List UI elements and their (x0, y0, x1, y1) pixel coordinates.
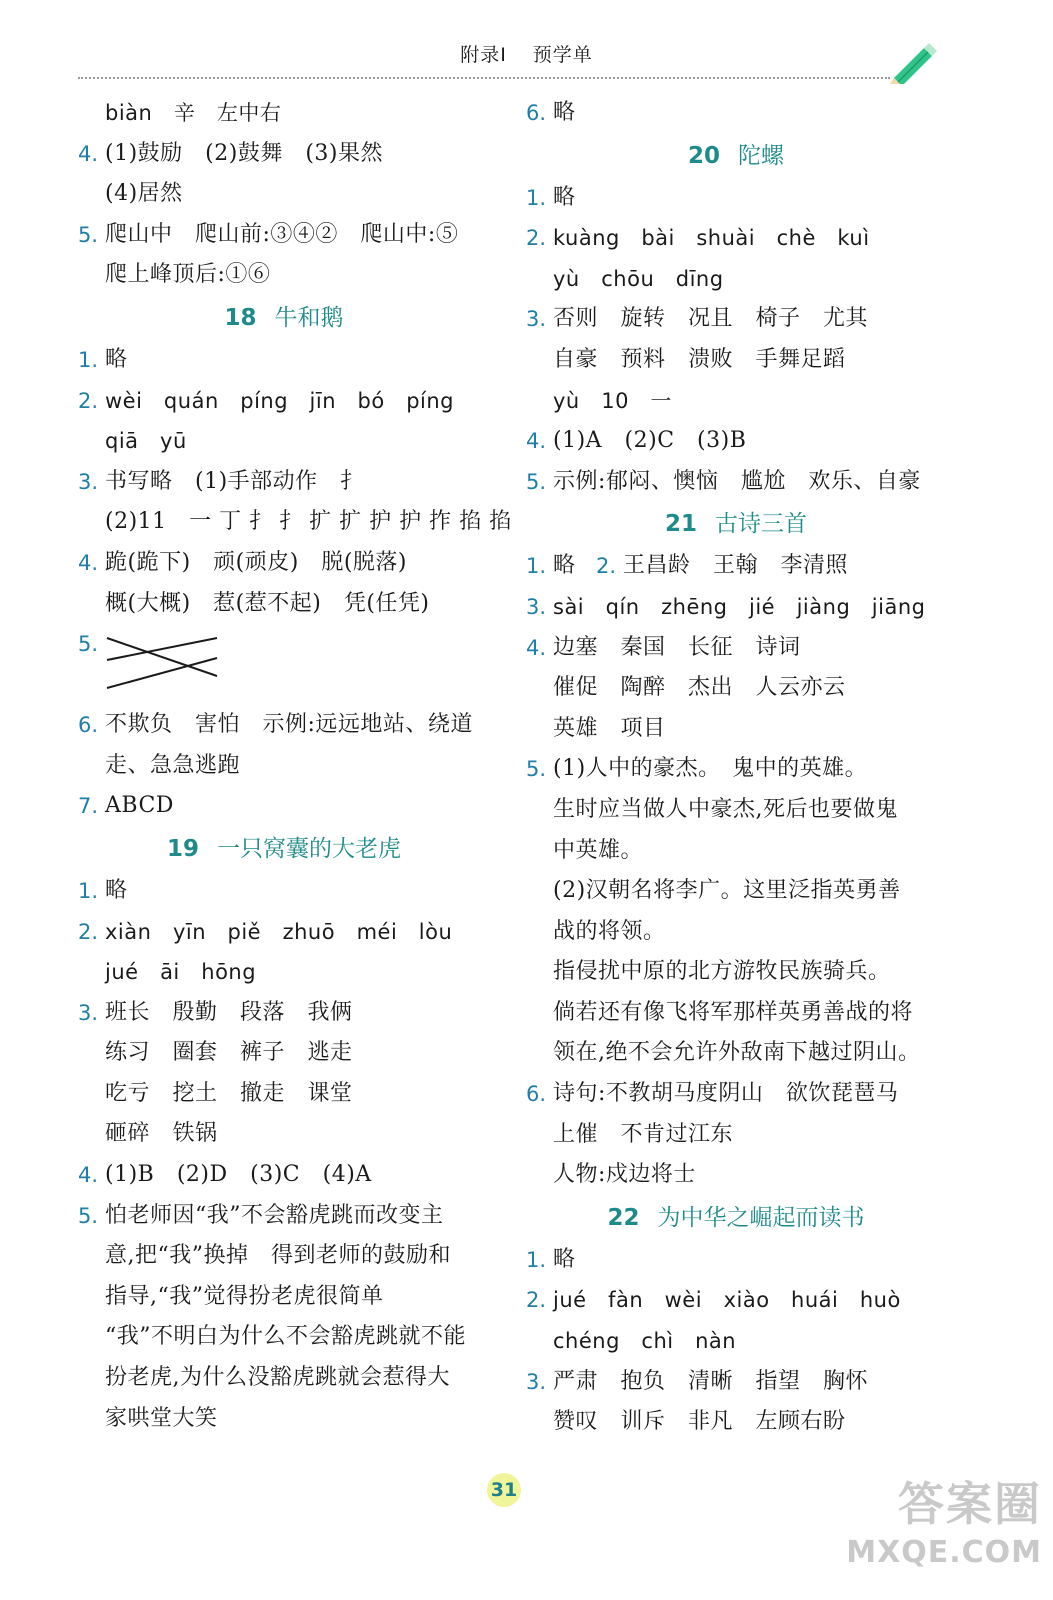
answer-line: 4. 跪(跪下) 顽(顽皮) 脱(脱落) (78, 543, 490, 584)
question-number: 5. (526, 757, 547, 782)
question-number: 2. (596, 554, 617, 579)
question-number: 3. (526, 594, 547, 619)
answer-line: (4)居然 (105, 181, 183, 207)
answer-line: 4. (1)鼓励 (2)鼓舞 (3)果然 (78, 134, 490, 175)
answer-line: jué āi hōng (105, 960, 257, 985)
question-number: 2. (78, 388, 99, 413)
matching-lines-diagram (105, 628, 220, 694)
question-number: 2. (78, 919, 99, 944)
answer-line: 自豪 预料 溃败 手舞足蹈 (553, 346, 846, 372)
answer-line: 5. 怕老师因“我”不会豁虎跳而改变主 (78, 1196, 490, 1237)
answer-line: 1. 略 2. 王昌龄 王翰 李清照 (526, 546, 946, 587)
question-number: 2. (526, 1288, 547, 1313)
answer-line: 意,把“我”换掉 得到老师的鼓励和 (105, 1243, 451, 1269)
answer-line: 领在,绝不会允许外敌南下越过阴山。 (553, 1040, 921, 1066)
answer-line: 4. (1)A (2)C (3)B (526, 421, 946, 462)
answer-line: 5. 示例:郁闷、懊恼 尴尬 欢乐、自豪 (526, 462, 946, 503)
page-number-badge: 31 (487, 1473, 521, 1507)
answer-line: 战的将领。 (553, 918, 666, 944)
answer-line: 练习 圈套 裤子 逃走 (105, 1040, 353, 1066)
answer-line: 4. 边塞 秦国 长征 诗词 (526, 628, 946, 669)
question-number: 5. (78, 222, 99, 247)
question-number: 4. (526, 635, 547, 660)
answer-line: 上催 不肯过江东 (553, 1121, 734, 1147)
answer-line: 3. 否则 旋转 况且 椅子 尤其 (526, 299, 946, 340)
answer-line: 吃亏 挖土 撤走 课堂 (105, 1080, 353, 1106)
question-number: 1. (78, 878, 99, 903)
pencil-icon (888, 40, 938, 84)
answer-line: 1. 略 (78, 340, 490, 381)
answer-line: 2. jué fàn wèi xiào huái huò (526, 1280, 946, 1321)
answer-line: 3. sài qín zhēng jié jiàng jiāng (526, 587, 946, 628)
answer-line: 砸碎 铁锅 (105, 1121, 218, 1147)
lesson-title-22: 22 为中华之崛起而读书 (607, 1204, 865, 1231)
answer-line: 5. 爬山中 爬山前:③④② 爬山中:⑤ (78, 215, 490, 256)
lesson-title-19: 19 一只窝囊的大老虎 (166, 835, 401, 862)
answer-line: 中英雄。 (553, 837, 644, 863)
answer-line: (2)11 一 丁 扌 扌 扩 扩 护 护 拃 掐 掐 (105, 509, 512, 535)
question-number: 6. (78, 713, 99, 738)
answer-line: 3. 班长 殷勤 段落 我俩 (78, 993, 490, 1034)
answer-line: 6. 不欺负 害怕 示例:远远地站、绕道 (78, 705, 490, 746)
answer-line: chéng chì nàn (553, 1329, 737, 1354)
answer-line: “我”不明白为什么不会豁虎跳就不能 (105, 1324, 466, 1350)
answer-line: 生时应当做人中豪杰,死后也要做鬼 (553, 796, 898, 822)
answer-line: 3. 严肃 抱负 清晰 指望 胸怀 (526, 1362, 946, 1403)
question-number: 3. (78, 1000, 99, 1025)
question-number: 6. (526, 1082, 547, 1107)
question-number: 1. (526, 554, 547, 579)
answer-line: 概(大概) 惹(惹不起) 凭(任凭) (105, 590, 430, 616)
answer-line: 走、急急逃跑 (105, 752, 241, 778)
watermark (842, 1475, 1042, 1595)
answer-line: yù chōu dīng (553, 266, 724, 291)
answer-line: 扮老虎,为什么没豁虎跳就会惹得大 (105, 1365, 450, 1391)
question-number: 3. (526, 1369, 547, 1394)
header-section: 附录Ⅰ (460, 44, 507, 66)
question-number: 1. (526, 185, 547, 210)
answer-line: 人物:戍边将士 (553, 1162, 696, 1188)
watermark-url: MXQE.COM (846, 1535, 1042, 1570)
answer-line: 催促 陶醉 杰出 人云亦云 (553, 675, 846, 701)
question-number: 4. (78, 1163, 99, 1188)
answer-line: qiā yū (105, 429, 187, 454)
header-dotted-rule (78, 77, 890, 79)
answer-line: yù 10 一 (553, 388, 672, 413)
answer-line: biàn 辛 左中右 (105, 101, 282, 125)
answer-line: 指侵扰中原的北方游牧民族骑兵。 (553, 959, 891, 985)
question-number: 5. (78, 632, 99, 657)
right-column (526, 93, 946, 1443)
answer-line: 5. (1)人中的豪杰。 鬼中的英雄。 (526, 749, 946, 790)
lesson-title-21: 21 古诗三首 (664, 511, 807, 538)
watermark-logo-text: 答案圈 (898, 1477, 1042, 1531)
left-column (78, 93, 512, 1439)
question-number: 4. (78, 141, 99, 166)
question-number: 3. (78, 469, 99, 494)
answer-line: 1. 略 (526, 1240, 946, 1281)
answer-line: 6. 略 (526, 93, 946, 134)
answer-line: 指导,“我”觉得扮老虎很简单 (105, 1283, 384, 1309)
question-number: 7. (78, 794, 99, 819)
answer-line: 倘若还有像飞将军那样英勇善战的将 (553, 999, 914, 1025)
question-number: 5. (526, 469, 547, 494)
question-number: 1. (526, 1247, 547, 1272)
answer-line: 2. xiàn yīn piě zhuō méi lòu (78, 912, 490, 953)
answer-line: 4. (1)B (2)D (3)C (4)A (78, 1155, 490, 1196)
question-number: 6. (526, 101, 547, 125)
answer-line: 6. 诗句:不教胡马度阴山 欲饮琵琶马 (526, 1074, 946, 1115)
header-title: 预学单 (532, 44, 593, 66)
answer-line: 爬上峰顶后:①⑥ (105, 262, 271, 288)
answer-line: 1. 略 (526, 178, 946, 219)
answer-line: 2. kuàng bài shuài chè kuì (526, 218, 946, 259)
answer-line: 赞叹 训斥 非凡 左顾右盼 (553, 1409, 846, 1435)
answer-line: (2)汉朝名将李广。这里泛指英勇善 (553, 878, 901, 904)
answer-line: 3. 书写略 (1)手部动作 扌 (78, 462, 490, 503)
question-number: 3. (526, 307, 547, 332)
question-number: 5. (78, 1203, 99, 1228)
lesson-title-20: 20 陀螺 (687, 142, 784, 169)
answer-line: 7. ABCD (78, 786, 490, 827)
answer-line: 2. wèi quán píng jīn bó píng (78, 381, 490, 422)
question-number: 4. (78, 550, 99, 575)
question-number: 2. (526, 226, 547, 251)
answer-line: 1. 略 (78, 871, 490, 912)
answer-line: 家哄堂大笑 (105, 1405, 218, 1431)
answer-line: 英雄 项目 (553, 715, 666, 741)
question-number: 4. (526, 429, 547, 454)
question-number: 1. (78, 347, 99, 372)
answer-line (78, 624, 490, 705)
lesson-title-18: 18 牛和鹅 (224, 304, 344, 331)
